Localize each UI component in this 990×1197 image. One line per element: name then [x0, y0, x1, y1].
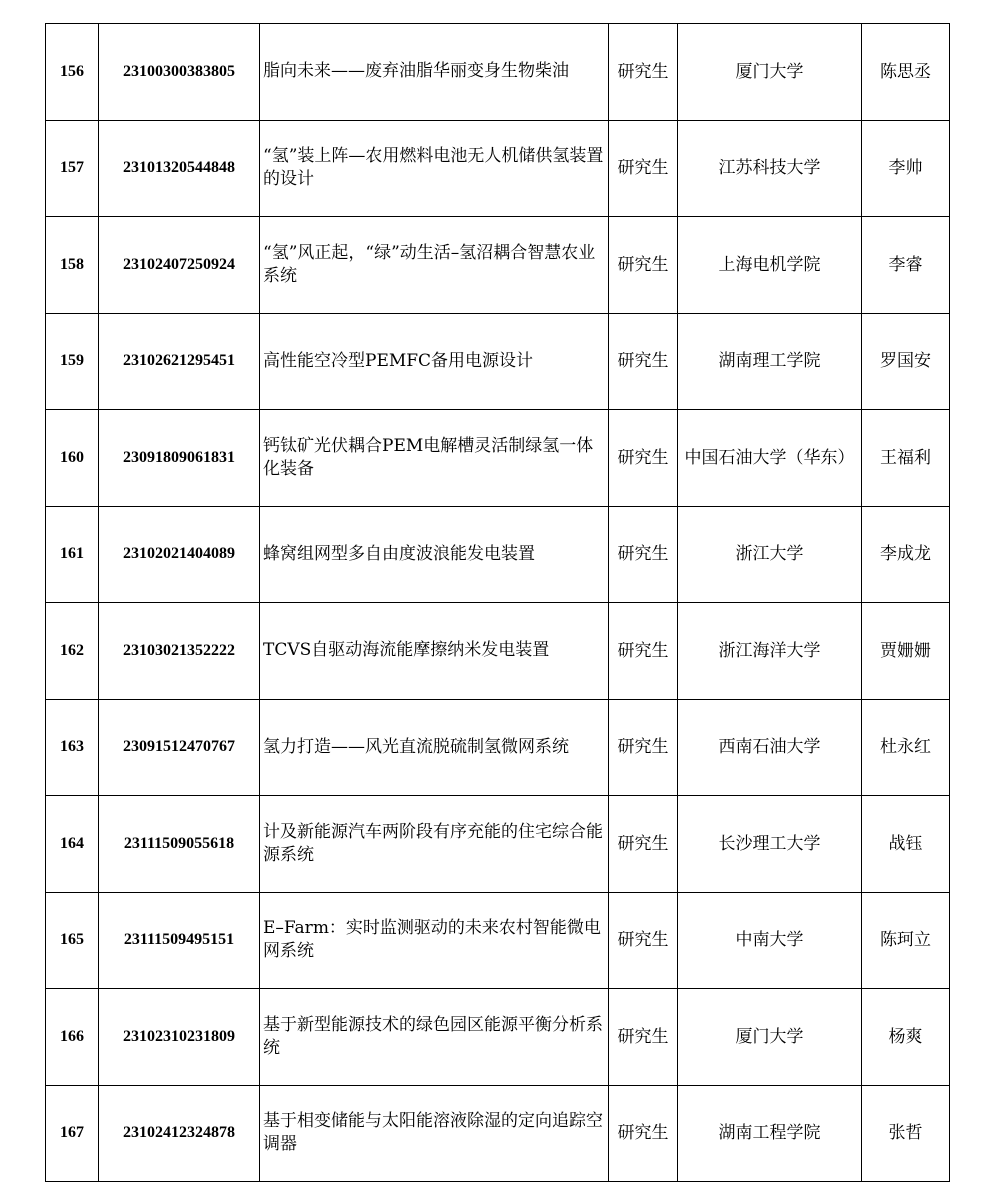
- education-level: 研究生: [609, 313, 678, 410]
- education-level: 研究生: [609, 892, 678, 989]
- project-id: 23101320544848: [99, 120, 260, 217]
- school-name: 西南石油大学: [678, 699, 862, 796]
- project-id: 23102621295451: [99, 313, 260, 410]
- leader-name: 杜永红: [862, 699, 950, 796]
- project-title: “氢”风正起，“绿”动生活–氢沼耦合智慧农业系统: [260, 217, 609, 314]
- row-number: 166: [46, 989, 99, 1086]
- project-title: TCVS自驱动海流能摩擦纳米发电装置: [260, 603, 609, 700]
- table-row: [46, 24, 950, 121]
- project-title: 氢力打造——风光直流脱硫制氢微网系统: [260, 699, 609, 796]
- project-id: 23102021404089: [99, 506, 260, 603]
- leader-name: 李睿: [862, 217, 950, 314]
- table-row: [46, 603, 950, 700]
- education-level: 研究生: [609, 410, 678, 507]
- row-number: 158: [46, 217, 99, 314]
- school-name: 中南大学: [678, 892, 862, 989]
- leader-name: 李成龙: [862, 506, 950, 603]
- project-id: 23103021352222: [99, 603, 260, 700]
- award-list-table: [45, 23, 950, 1182]
- school-name: 浙江大学: [678, 506, 862, 603]
- project-id: 23111509055618: [99, 796, 260, 893]
- leader-name: 罗国安: [862, 313, 950, 410]
- table-row: [46, 217, 950, 314]
- table-row: [46, 892, 950, 989]
- school-name: 湖南工程学院: [678, 1085, 862, 1182]
- project-title: E–Farm：实时监测驱动的未来农村智能微电网系统: [260, 892, 609, 989]
- award-list-sheet: [45, 23, 943, 1182]
- table-row: [46, 120, 950, 217]
- project-id: 23102407250924: [99, 217, 260, 314]
- row-number: 165: [46, 892, 99, 989]
- school-name: 厦门大学: [678, 989, 862, 1086]
- table-row: [46, 313, 950, 410]
- row-number: 164: [46, 796, 99, 893]
- project-id: 23091512470767: [99, 699, 260, 796]
- school-name: 湖南理工学院: [678, 313, 862, 410]
- project-title: 钙钛矿光伏耦合PEM电解槽灵活制绿氢一体化装备: [260, 410, 609, 507]
- leader-name: 贾姗姗: [862, 603, 950, 700]
- project-title: 基于相变储能与太阳能溶液除湿的定向追踪空调器: [260, 1085, 609, 1182]
- project-title: 脂向未来——废弃油脂华丽变身生物柴油: [260, 24, 609, 121]
- project-title: 基于新型能源技术的绿色园区能源平衡分析系统: [260, 989, 609, 1086]
- leader-name: 陈思丞: [862, 24, 950, 121]
- row-number: 161: [46, 506, 99, 603]
- table-row: [46, 989, 950, 1086]
- row-number: 160: [46, 410, 99, 507]
- row-number: 156: [46, 24, 99, 121]
- education-level: 研究生: [609, 699, 678, 796]
- leader-name: 杨爽: [862, 989, 950, 1086]
- leader-name: 战钰: [862, 796, 950, 893]
- project-id: 23102310231809: [99, 989, 260, 1086]
- project-title: “氢”装上阵—农用燃料电池无人机储供氢装置的设计: [260, 120, 609, 217]
- school-name: 江苏科技大学: [678, 120, 862, 217]
- project-id: 23091809061831: [99, 410, 260, 507]
- row-number: 162: [46, 603, 99, 700]
- school-name: 长沙理工大学: [678, 796, 862, 893]
- leader-name: 陈珂立: [862, 892, 950, 989]
- row-number: 159: [46, 313, 99, 410]
- leader-name: 张哲: [862, 1085, 950, 1182]
- school-name: 厦门大学: [678, 24, 862, 121]
- row-number: 163: [46, 699, 99, 796]
- row-number: 157: [46, 120, 99, 217]
- education-level: 研究生: [609, 796, 678, 893]
- school-name: 中国石油大学（华东）: [678, 410, 862, 507]
- project-title: 蜂窝组网型多自由度波浪能发电装置: [260, 506, 609, 603]
- row-number: 167: [46, 1085, 99, 1182]
- leader-name: 李帅: [862, 120, 950, 217]
- school-name: 浙江海洋大学: [678, 603, 862, 700]
- project-title: 高性能空冷型PEMFC备用电源设计: [260, 313, 609, 410]
- project-id: 23100300383805: [99, 24, 260, 121]
- table-row: [46, 506, 950, 603]
- table-row: [46, 1085, 950, 1182]
- project-title: 计及新能源汽车两阶段有序充能的住宅综合能源系统: [260, 796, 609, 893]
- project-id: 23111509495151: [99, 892, 260, 989]
- project-id: 23102412324878: [99, 1085, 260, 1182]
- table-row: [46, 410, 950, 507]
- school-name: 上海电机学院: [678, 217, 862, 314]
- education-level: 研究生: [609, 989, 678, 1086]
- table-row: [46, 699, 950, 796]
- education-level: 研究生: [609, 506, 678, 603]
- education-level: 研究生: [609, 217, 678, 314]
- leader-name: 王福利: [862, 410, 950, 507]
- education-level: 研究生: [609, 120, 678, 217]
- table-row: [46, 796, 950, 893]
- education-level: 研究生: [609, 603, 678, 700]
- education-level: 研究生: [609, 24, 678, 121]
- education-level: 研究生: [609, 1085, 678, 1182]
